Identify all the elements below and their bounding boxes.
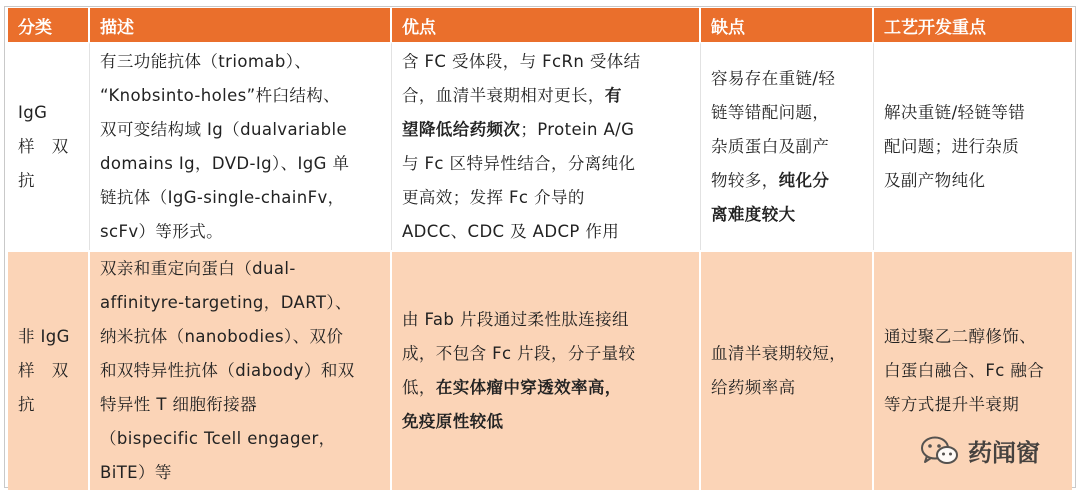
- watermark-text: 药闻窗: [968, 439, 1040, 467]
- header-description: 描述: [90, 8, 392, 42]
- header-process-focus: 工艺开发重点: [874, 8, 1072, 42]
- category-line: 样 双: [18, 361, 69, 380]
- description-cell: [90, 250, 392, 490]
- bispecific-antibody-table: [8, 8, 1072, 490]
- advantages-line: [402, 371, 693, 405]
- advantages-bold-text: 免疫原性较低: [402, 412, 504, 431]
- description-line: 特异性 T 细胞衔接器: [100, 395, 257, 414]
- advantages-text: 低，: [402, 378, 436, 397]
- process-focus-line: 等方式提升半衰期: [884, 395, 1020, 414]
- table-row: [8, 42, 1072, 250]
- disadvantages-cell: [701, 42, 874, 250]
- advantages-line: [402, 405, 693, 439]
- header-advantages: 优点: [392, 8, 701, 42]
- advantages-line: 成，不包含 Fc 片段，分子量较: [402, 344, 636, 363]
- disadvantages-line: [711, 164, 867, 198]
- advantages-text: ；Protein A/G: [520, 120, 635, 139]
- description-line: domains Ig，DVD-Ig）、IgG 单: [100, 154, 350, 173]
- description-line: 双可变结构域 Ig（dualvariable: [100, 120, 348, 139]
- table-row: [8, 250, 1072, 490]
- description-line: 链抗体（IgG-single-chainFv，: [100, 188, 345, 207]
- process-focus-line: 及副产物纯化: [884, 171, 986, 190]
- advantages-line: 与 Fc 区特异性结合，分离纯化: [402, 154, 636, 173]
- description-line: 和双特异性抗体（diabody）和双: [100, 361, 355, 380]
- process-focus-line: 白蛋白融合、Fc 融合: [884, 361, 1045, 380]
- disadvantages-line: 容易存在重链/轻: [711, 69, 836, 88]
- table-header-row: [8, 8, 1072, 42]
- category-cell: [8, 250, 90, 490]
- advantages-cell: [392, 42, 701, 250]
- category-line: 抗: [18, 171, 35, 190]
- watermark: [920, 433, 1040, 468]
- category-line: IgG: [18, 103, 48, 122]
- process-focus-line: 解决重链/轻链等错: [884, 103, 1026, 122]
- disadvantages-bold-text: 纯化分: [778, 171, 830, 190]
- disadvantages-line: 血清半衰期较短，: [711, 344, 847, 363]
- advantages-line: [402, 79, 694, 113]
- advantages-bold-text: 望降低给药频次: [402, 120, 521, 139]
- advantages-line: ADCC、CDC 及 ADCP 作用: [402, 222, 620, 241]
- category-line: 抗: [18, 395, 35, 414]
- category-line: 非 IgG: [18, 327, 70, 346]
- description-line: 纳米抗体（nanobodies）、双价: [100, 327, 344, 346]
- advantages-line: [402, 113, 694, 147]
- advantages-line: 由 Fab 片段通过柔性肽连接组: [402, 310, 629, 329]
- description-cell: [90, 42, 392, 250]
- description-line: “Knobsinto-holes”杵臼结构、: [100, 86, 341, 105]
- description-line: affinityre-targeting，DART）、: [100, 293, 352, 312]
- disadvantages-line: 杂质蛋白及副产: [711, 137, 830, 156]
- disadvantages-line: 链等错配问题，: [711, 103, 830, 122]
- category-cell: [8, 42, 90, 250]
- disadvantages-text: 物较多，: [711, 171, 779, 190]
- disadvantages-line: [711, 198, 867, 232]
- process-focus-cell: [874, 42, 1072, 250]
- advantages-cell: [392, 250, 701, 490]
- description-line: 双亲和重定向蛋白（dual-: [100, 259, 296, 278]
- process-focus-line: 通过聚乙二醇修饰、: [884, 327, 1037, 346]
- advantages-bold-text: 有: [604, 86, 622, 105]
- header-category: 分类: [8, 8, 90, 42]
- disadvantages-cell: [701, 250, 874, 490]
- category-line: 样 双: [18, 137, 69, 156]
- process-focus-line: 配问题；进行杂质: [884, 137, 1020, 156]
- description-line: 有三功能抗体（triomab）、: [100, 52, 312, 71]
- advantages-text: 合，血清半衰期相对更长，: [402, 86, 605, 105]
- disadvantages-bold-text: 离难度较大: [711, 205, 796, 224]
- advantages-line: 含 FC 受体段，与 FcRn 受体结: [402, 52, 641, 71]
- description-line: （bispecific Tcell engager，: [100, 429, 336, 448]
- disadvantages-line: 给药频率高: [711, 378, 796, 397]
- header-disadvantages: 缺点: [701, 8, 874, 42]
- wechat-icon: [920, 435, 960, 467]
- description-line: BiTE）等: [100, 463, 172, 482]
- advantages-line: 更高效；发挥 Fc 介导的: [402, 188, 585, 207]
- description-line: scFv）等形式。: [100, 222, 224, 241]
- advantages-bold-text: 在实体瘤中穿透效率高，: [435, 378, 622, 397]
